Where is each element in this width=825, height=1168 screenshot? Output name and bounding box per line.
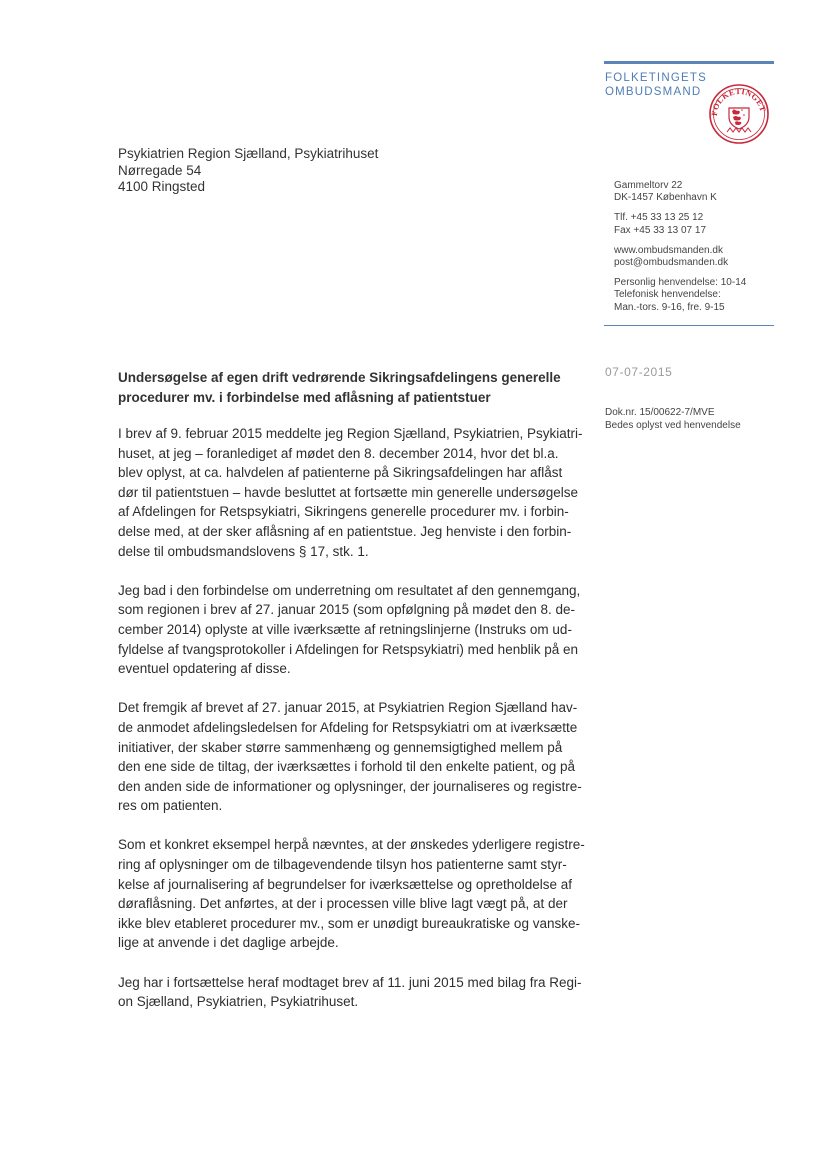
subject-line: procedurer mv. i forbindelse med aflåsning af patientstuer [118,389,491,405]
body-line: blev oplyst, at ca. halvdelen af patienterne på Sikringsafdelingen har aflåst [118,465,563,481]
recipient-street: Nørregade 54 [118,162,202,178]
seal-text: FOLKETINGET [709,86,768,117]
body-line: som regionen i brev af 27. januar 2015 (som opfølgning på mødet den 8. de- [118,602,576,618]
body-line: delse til ombudsmandslovens § 17, stk. 1. [118,543,369,559]
recipient-city: 4100 Ringsted [118,179,206,194]
body-line: den ene side de tiltag, der iværksættes i forhold til den enkelte patient, og på [118,759,576,775]
reference-doc-no: Dok.nr. 15/00622-7/MVE [605,407,715,418]
body-line: I brev af 9. februar 2015 meddelte jeg Region Sjælland, Psykiatrien, Psykiatri- [118,426,583,441]
body-line: Det fremgik af brevet af 27. januar 2015, at Psykiatrien Region Sjælland hav- [118,700,578,716]
org-name-line2: OMBUDSMAND [605,85,702,98]
contact-address1: Gammeltorv 22 [614,180,683,191]
body-line: af Afdelingen for Retspsykiatri, Sikringens generelle procedurer mv. i forbin- [118,504,569,520]
recipient-address [118,146,378,196]
body-line: res om patienten. [118,798,223,814]
body-line: fyldelse af tvangsprotokoller i Afdelingen for Retspsykiatri) med henblik på en [118,641,578,657]
body-paragraph [118,973,588,1012]
letterhead-top-rule [604,61,774,64]
contact-bottom-rule [604,325,774,326]
contact-hours-phone-label: Telefonisk henvendelse: [614,289,721,301]
body-line: kelse af journalisering af begrundelser for iværksættelse og opretholdelse af [118,876,572,892]
body-paragraph [118,581,588,679]
body-line: delse med, at der sker aflåsning af en patientstue. Jeg henviste i den forbin- [118,523,572,539]
contact-address2: DK-1457 København K [614,192,717,204]
subject-line: Undersøgelse af egen drift vedrørende Sikringsafdelingens generelle [118,370,561,385]
letter-body [118,424,588,1031]
body-line: initiativer, der skaber større sammenhæng og gennemsigtighed mellem på [118,739,563,755]
body-line: døraflåsning. Det anførtes, at der i processen ville blive lagt vægt på, at der [118,896,568,912]
body-line: Jeg bad i den forbindelse om underretning om resultatet af den gennemgang, [118,582,581,598]
contact-hours-phone: Man.-tors. 9-16, fre. 9-15 [614,301,725,313]
folketinget-seal-icon [707,82,771,144]
recipient-name: Psykiatrien Region Sjælland, Psykiatrihuset [118,146,379,161]
body-line: eventuel opdatering af disse. [118,661,291,677]
contact-web-link[interactable]: www.ombudsmanden.dk [614,244,723,256]
letter-date: 07-07-2015 [605,365,673,379]
body-line: ring af oplysninger om de tilbagevendende tilsyn hos patienterne samt styr- [118,857,567,873]
body-paragraph [118,698,588,816]
body-line: huset, at jeg – foranlediget af mødet den 8. december 2014, hvor det bl.a. [118,445,559,461]
contact-fax: Fax +45 33 13 07 17 [614,224,707,236]
body-line: cember 2014) oplyste at ville iværksætte af retningslinjerne (Instruks om ud- [118,621,572,637]
org-name-line1: FOLKETINGETS [605,72,707,84]
contact-block [614,180,774,322]
reference-note: Bedes oplyst ved henvendelse [605,419,741,431]
contact-email-link[interactable]: post@ombudsmanden.dk [614,257,729,269]
body-paragraph [118,424,588,561]
body-line: Jeg har i fortsættelse heraf modtaget brev af 11. juni 2015 med bilag fra Regi- [118,974,582,990]
contact-hours-personal: Personlig henvendelse: 10-14 [614,277,747,289]
reference-block [605,407,741,432]
body-line: dør til patientstuen – havde besluttet at fortsætte min generelle undersøgelse [118,484,579,500]
body-line: Som et konkret eksempel herpå nævntes, at der ønskedes yderligere registre- [118,837,585,853]
body-line: den anden side de informationer og oplysninger, der journaliseres og registre- [118,778,582,794]
body-line: on Sjælland, Psykiatrien, Psykiatrihuset. [118,994,359,1010]
contact-phone: Tlf. +45 33 13 25 12 [614,212,704,224]
letter-subject [118,368,588,407]
body-line: ikke blev etableret procedurer mv., som er unødigt bureaukratiske og vanske- [118,915,580,931]
body-paragraph [118,835,588,953]
body-line: lige at anvende i det daglige arbejde. [118,935,339,951]
body-line: de anmodet afdelingsledelsen for Afdeling for Retspsykiatri om at iværksætte [118,719,578,735]
